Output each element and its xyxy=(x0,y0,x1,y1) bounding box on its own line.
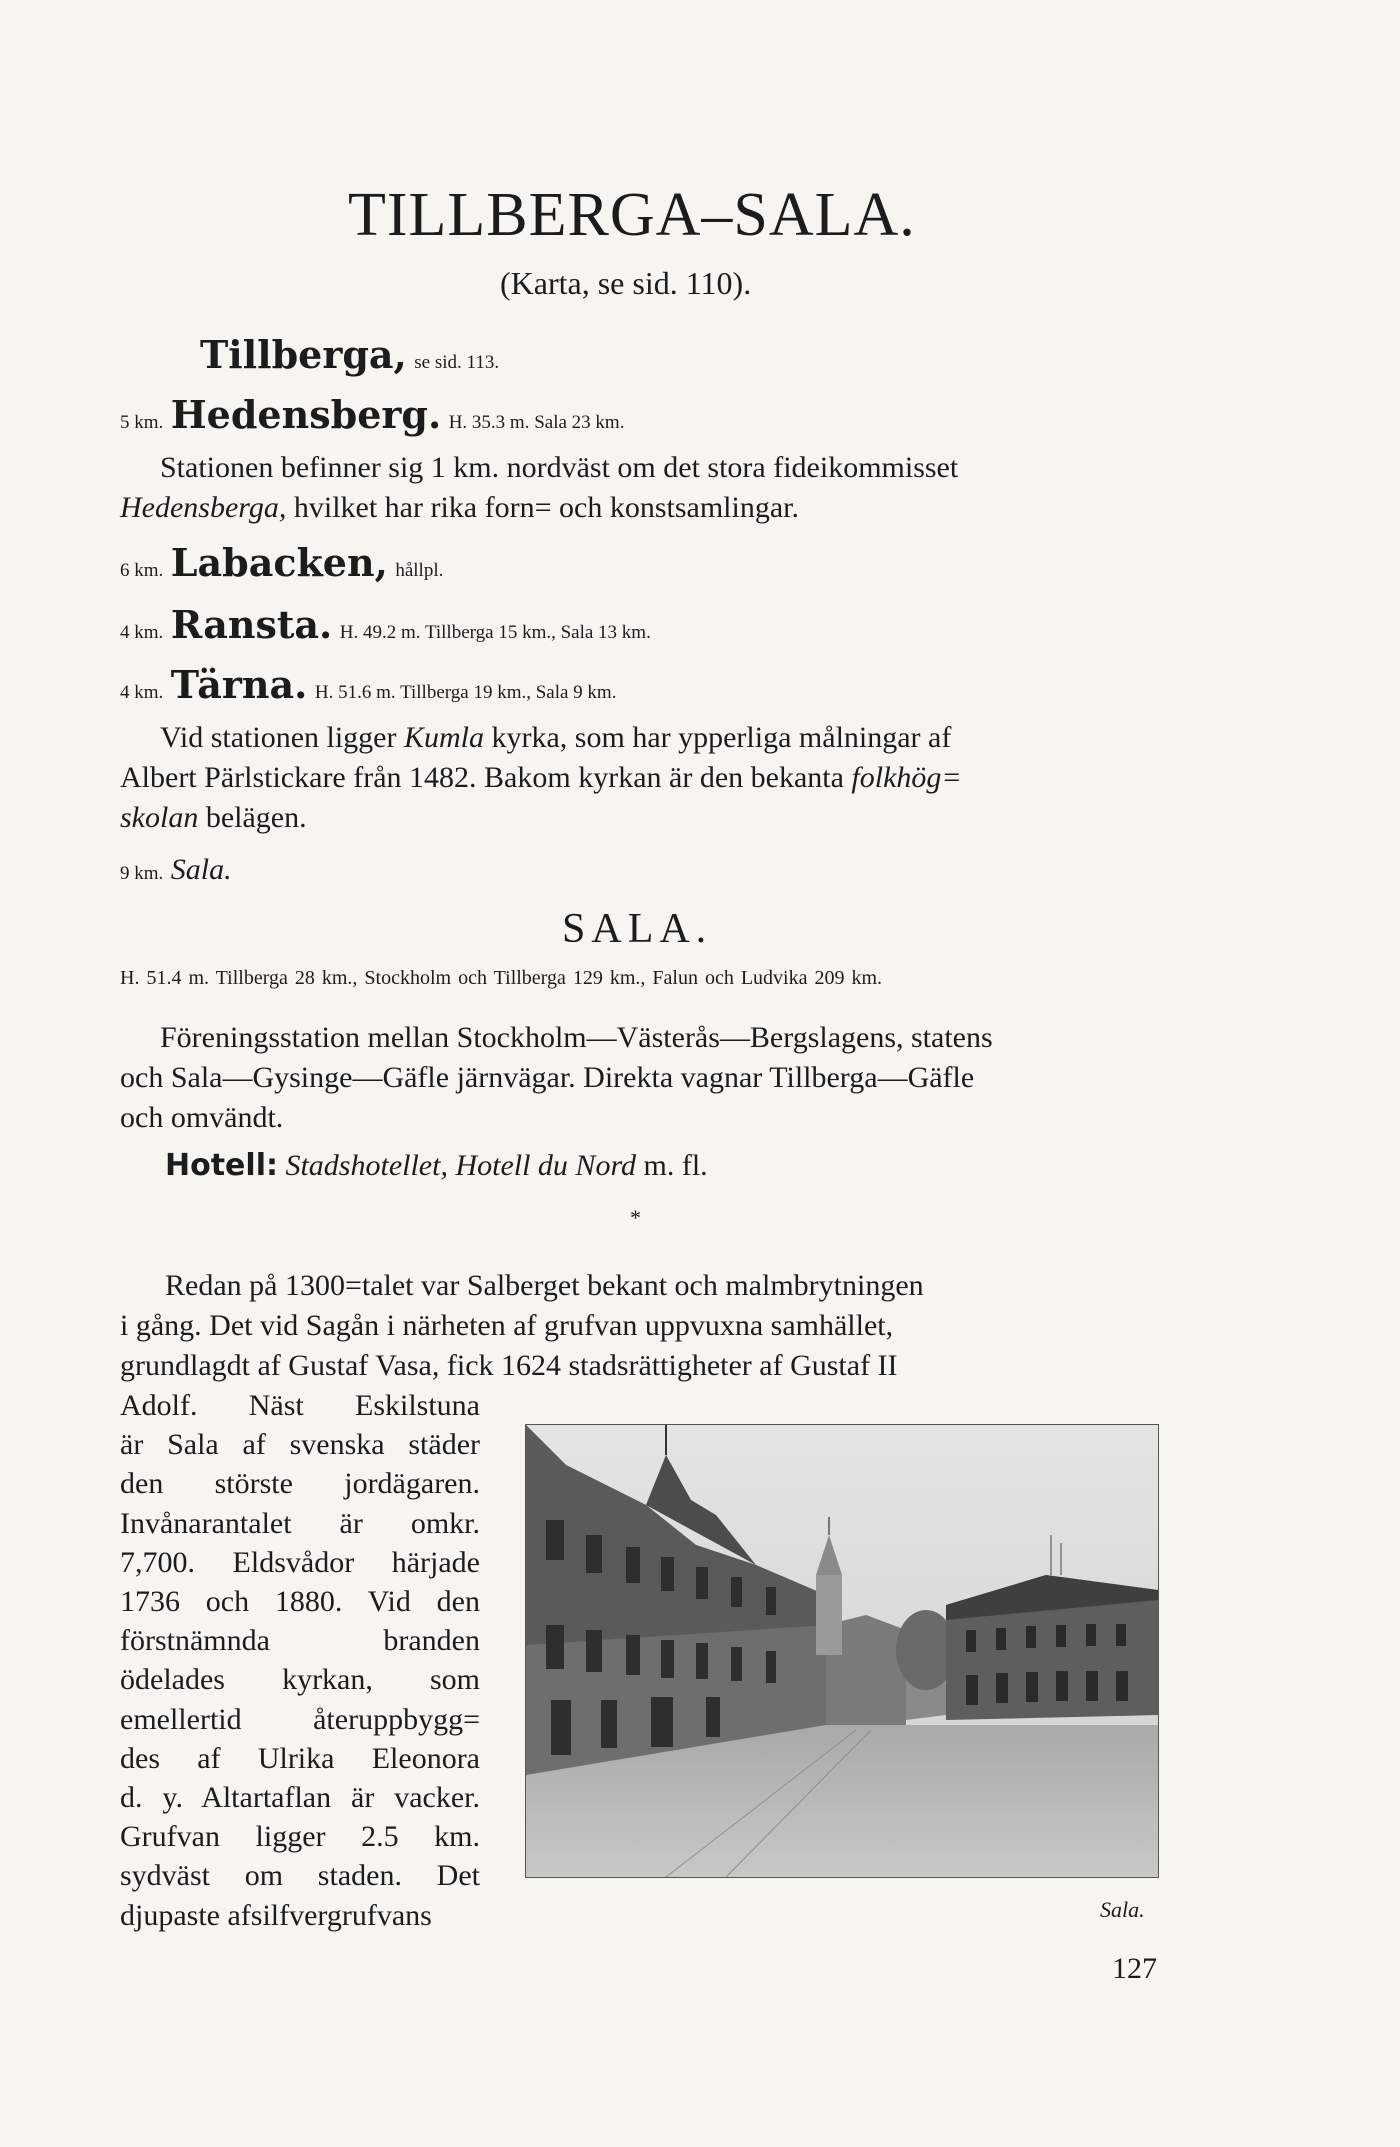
col-line: förstnämnda branden xyxy=(120,1624,480,1658)
station-name: Sala. xyxy=(170,853,232,886)
station-distance: 9 km. xyxy=(120,863,164,884)
station-info: hållpl. xyxy=(395,560,444,581)
col-line: djupaste afsilfvergrufvans xyxy=(120,1898,432,1932)
page-number: 127 xyxy=(1112,1952,1157,1985)
tarna-text-line-3: skolan belägen. xyxy=(120,801,307,834)
station-name: Hedensberg. xyxy=(170,392,442,437)
sala-p1-line-1: Föreningsstation mellan Stockholm—Västerås—Bergslagens, statens xyxy=(160,1021,993,1054)
sala-p1-line-2: och Sala—Gysinge—Gäfle järnvägar. Direkta vagnar Tillberga—Gäfle xyxy=(120,1061,975,1094)
station-name: Tillberga, xyxy=(200,332,407,377)
narrow-text-column xyxy=(120,1386,480,1935)
station-labacken xyxy=(120,540,444,591)
sala-heading: SALA. xyxy=(562,906,713,952)
station-tillberga xyxy=(200,332,500,383)
station-hedensberg xyxy=(120,392,625,443)
col-line: 7,700. Eldsvådor härjade xyxy=(120,1545,480,1579)
sala-info: H. 51.4 m. Tillberga 28 km., Stockholm och Tillberga 129 km., Falun och Ludvika 209 km. xyxy=(120,967,883,989)
station-tarna xyxy=(120,662,617,713)
col-line: d. y. Altartaflan är vacker. xyxy=(120,1781,480,1815)
sala-street-photo xyxy=(525,1424,1159,1878)
col-line: Adolf. Näst Eskilstuna xyxy=(120,1389,480,1422)
col-line: är Sala af svenska städer xyxy=(120,1428,480,1462)
col-line: den störste jordägaren. xyxy=(120,1467,480,1501)
tarna-text-line-2: Albert Pärlstickare från 1482. Bakom kyrkan är den bekanta folkhög= xyxy=(120,761,962,794)
station-ransta xyxy=(120,602,651,653)
hotel-line: Hotell: Stadshotellet, Hotell du Nord m. fl. xyxy=(165,1148,708,1183)
station-name: Ransta. xyxy=(170,602,333,647)
hotel-names: Stadshotellet, Hotell du Nord xyxy=(285,1149,637,1182)
station-info: H. 49.2 m. Tillberga 15 km., Sala 13 km. xyxy=(339,622,651,643)
station-sala xyxy=(120,850,232,894)
col-line: Grufvan ligger 2.5 km. xyxy=(120,1820,480,1854)
photo-caption: Sala. xyxy=(1100,1897,1145,1922)
station-info: H. 51.6 m. Tillberga 19 km., Sala 9 km. xyxy=(314,682,617,703)
station-name: Tärna. xyxy=(170,662,308,707)
tarna-text-line-1: Vid stationen ligger Kumla kyrka, som har ypperliga målningar af xyxy=(160,721,952,754)
station-distance: 5 km. xyxy=(120,412,164,433)
col-line: emellertid återuppbygg= xyxy=(120,1702,480,1736)
station-info: H. 35.3 m. Sala 23 km. xyxy=(448,412,625,433)
station-name: Labacken, xyxy=(170,540,388,585)
station-distance: 4 km. xyxy=(120,622,164,643)
station-distance: 4 km. xyxy=(120,682,164,703)
station-ref: se sid. 113. xyxy=(414,352,500,373)
hedensberg-text-line-1: Stationen befinner sig 1 km. nordväst om det stora fideikommisset xyxy=(160,451,959,484)
col-line: sydväst om staden. Det xyxy=(120,1859,480,1893)
hedensberg-text-line-2: Hedensberga, hvilket har rika forn= och konstsamlingar. xyxy=(120,491,799,524)
sala-p2-line-3: grundlagdt af Gustaf Vasa, fick 1624 stadsrättigheter af Gustaf II xyxy=(120,1349,898,1382)
station-distance: 6 km. xyxy=(120,560,164,581)
sala-p1-line-3: och omvändt. xyxy=(120,1101,284,1134)
sala-p2-line-1: Redan på 1300=talet var Salberget bekant och malmbrytningen xyxy=(165,1269,924,1302)
col-line: Invånarantalet är omkr. xyxy=(120,1506,480,1540)
section-separator: * xyxy=(630,1205,641,1230)
hotel-label: Hotell: xyxy=(165,1148,278,1183)
col-line: 1736 och 1880. Vid den xyxy=(120,1585,480,1619)
col-line: des af Ulrika Eleonora xyxy=(120,1741,480,1775)
sala-p2-line-2: i gång. Det vid Sagån i närheten af grufvan uppvuxna samhället, xyxy=(120,1309,894,1342)
col-line: ödelades kyrkan, som xyxy=(120,1663,480,1697)
map-reference: (Karta, se sid. 110). xyxy=(500,265,752,301)
page-title: TILLBERGA–SALA. xyxy=(348,181,916,249)
